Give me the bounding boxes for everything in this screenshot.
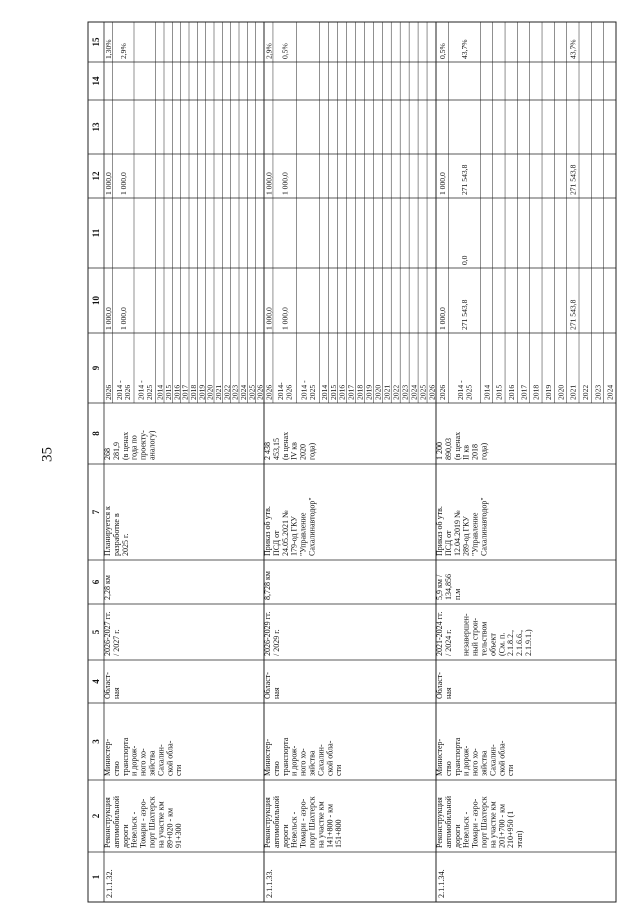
text-line: п.м [452, 588, 462, 600]
text-line: 2023 [230, 384, 240, 400]
level [263, 672, 281, 699]
text-line: 2026 [123, 384, 133, 400]
text-line: 2026 [437, 384, 447, 400]
text-line: порт Шахтерск [147, 796, 157, 848]
column-header-5: 5 [91, 629, 101, 635]
estimated-cost [263, 432, 317, 460]
year-label [136, 380, 153, 400]
text-line: автомобильной [111, 796, 121, 848]
value-c12 [280, 172, 289, 195]
text-line: ство [443, 761, 453, 776]
column-header-10: 10 [91, 296, 101, 305]
year-label [532, 385, 541, 400]
text-line: 2026 [427, 384, 437, 400]
year-label [519, 385, 528, 400]
text-line: 2026-2029 гг. [263, 611, 272, 656]
text-line: 2014 - [455, 380, 465, 400]
text-line: 2021-2024 гг. [435, 611, 444, 656]
text-line: 2017 [346, 384, 356, 400]
text-line: ство [111, 761, 121, 776]
value-c12 [569, 164, 578, 195]
text-line: 2.1.8.2., [506, 630, 516, 656]
column-header-2: 2 [91, 813, 101, 819]
year-label [383, 385, 392, 400]
text-line: транспорта [280, 737, 290, 776]
text-line: ная [443, 687, 453, 699]
text-line: 281,9 [111, 442, 121, 460]
text-line: (в ценах [120, 431, 130, 460]
text-line: 1 000,0 [264, 172, 274, 195]
text-line: 134,856 [443, 574, 453, 600]
text-line: и дорож- [461, 745, 471, 776]
text-line: 2014 [155, 384, 165, 400]
text-line: ской обла- [165, 740, 175, 776]
year-label [115, 380, 132, 400]
text-line: ный строи- [470, 617, 480, 656]
text-line: 2016 [507, 384, 517, 400]
column-header-13: 13 [91, 122, 101, 132]
text-line: тельством [479, 621, 489, 656]
text-line: 289-од ГКУ [461, 516, 471, 556]
text-line: 1 000,0 [118, 307, 128, 330]
text-line: автомобильной [271, 796, 281, 848]
value-c15 [264, 43, 273, 59]
text-line: на участке км [156, 801, 166, 848]
column-header-8: 8 [91, 431, 101, 436]
text-line: 2 438 [263, 442, 272, 460]
text-line: 2025 [144, 384, 154, 400]
text-line: и дорож- [129, 745, 139, 776]
text-line: дороги [452, 824, 462, 848]
text-line: "Управление [470, 512, 480, 556]
text-line: 2,9% [264, 43, 274, 59]
year-label [299, 380, 316, 400]
text-line: ской обла- [497, 740, 507, 776]
text-line: Област- [435, 672, 444, 699]
value-c15 [104, 39, 113, 59]
text-line: 141+800 - км [325, 803, 335, 848]
text-line: / 2024 г. [443, 629, 453, 656]
text-line: 2022 [222, 384, 232, 400]
row-number [105, 869, 114, 898]
year-label [418, 385, 427, 400]
text-line: Невельск - [129, 811, 139, 848]
year-label [507, 385, 516, 400]
text-line: 2019 [197, 384, 207, 400]
column-header-11: 11 [91, 228, 101, 238]
text-line: Сахалинавтодор" [479, 497, 489, 556]
text-line: Приказ об утв. [263, 506, 272, 556]
text-line: ного хо- [298, 748, 308, 776]
text-line: Томари - аэро- [138, 798, 148, 848]
text-line: 1 200 [435, 442, 444, 460]
text-line: Сахалин- [488, 744, 498, 776]
column-header-9: 9 [91, 365, 101, 371]
text-line: 2025 г. [120, 533, 130, 556]
estimated-cost [435, 432, 489, 460]
text-line: 271 543,8 [460, 299, 470, 330]
row-number [437, 869, 446, 898]
text-line: порт Шахтерск [479, 796, 489, 848]
text-line: 2019 [364, 384, 374, 400]
capacity [263, 571, 272, 600]
executor [263, 737, 343, 776]
text-line: IV кв [289, 442, 299, 460]
year-label [400, 385, 409, 400]
year-label [593, 385, 602, 400]
object-name [435, 795, 524, 848]
text-line: Планируется к [103, 506, 112, 556]
year-label [495, 385, 504, 400]
text-line: 43,7% [568, 39, 578, 59]
period [435, 612, 533, 656]
text-line: ской обла- [325, 740, 335, 776]
text-line: 12.04.2019 № [452, 510, 462, 556]
value-c12 [460, 164, 469, 195]
text-line: 2015 [494, 384, 504, 400]
text-line: ПСД от [443, 530, 453, 556]
level [435, 672, 453, 699]
value-c10 [438, 307, 447, 330]
text-line: 2020 [556, 384, 566, 400]
project-docs [103, 506, 130, 556]
value-c12 [264, 172, 273, 195]
text-line: зяйства [307, 750, 317, 776]
capacity [435, 574, 462, 600]
text-line: Област- [263, 672, 272, 699]
text-line: 2014- [276, 382, 286, 400]
text-line: 271 543,8 [460, 164, 470, 195]
year-label [482, 385, 491, 400]
text-line: Реконструкция [435, 797, 444, 848]
text-line: 2025 [247, 384, 257, 400]
text-line: / 2027 г. [111, 629, 121, 656]
text-line: транспорта [120, 737, 130, 776]
text-line: II кв [461, 445, 471, 460]
text-line: (в ценах [280, 431, 290, 460]
level [103, 672, 121, 699]
text-line: (в ценах [452, 431, 462, 460]
column-header-12: 12 [91, 171, 101, 181]
text-line: 2016 [337, 384, 347, 400]
year-label [104, 385, 113, 400]
text-line: 2020 [205, 384, 215, 400]
text-line: Сахалин- [156, 744, 166, 776]
executor [435, 737, 515, 776]
text-line: 2022 [391, 384, 401, 400]
text-line: 2021 [568, 384, 578, 400]
text-line: 2026-2027 гг. [103, 611, 112, 656]
text-line: 2021 [382, 384, 392, 400]
text-line: зяйства [147, 750, 157, 776]
text-line: 2,28 км [103, 575, 112, 600]
value-c10 [280, 307, 289, 330]
text-line: объект [488, 633, 498, 656]
text-line: Невельск - [289, 811, 299, 848]
text-line: аналогу) [147, 430, 157, 460]
text-line: 2024 [238, 384, 248, 400]
text-line: 1 000,0 [103, 307, 113, 330]
text-line: 201+700 - км [497, 803, 507, 848]
text-line: года) [479, 442, 489, 460]
text-line: 2024 [409, 384, 419, 400]
year-label [356, 385, 365, 400]
year-label [391, 385, 400, 400]
text-line: 89+020 - км [165, 807, 175, 848]
text-line: 2014 [319, 384, 329, 400]
value-c10 [569, 299, 578, 330]
text-line: 2.1.1.32. [105, 869, 114, 898]
year-label [556, 385, 565, 400]
text-line: 5,9 км / [435, 574, 444, 600]
text-line: 2025 [464, 384, 474, 400]
text-line: сти [174, 764, 184, 776]
period [103, 612, 121, 656]
column-header-6: 6 [91, 579, 101, 585]
text-line: 1 000,0 [280, 307, 290, 330]
text-line: Приказ об утв. [435, 506, 444, 556]
project-docs [263, 497, 317, 556]
value-c10 [119, 307, 128, 330]
value-c15 [438, 43, 447, 59]
year-label [456, 380, 473, 400]
text-line: 2026 [103, 384, 113, 400]
text-line: 2015 [163, 384, 173, 400]
text-line: "Управление [298, 512, 308, 556]
year-label [365, 385, 374, 400]
text-line: 2017 [519, 384, 529, 400]
text-line: ство [271, 761, 281, 776]
text-line: 0,5% [280, 43, 290, 59]
text-line: 271 543,8 [568, 299, 578, 330]
value-c15 [119, 43, 128, 59]
text-line: сти [334, 764, 344, 776]
text-line: транспорта [452, 737, 462, 776]
text-line: этап) [515, 830, 525, 848]
object-name [103, 795, 183, 848]
text-line: 1 000,0 [264, 307, 274, 330]
text-line: ного хо- [470, 748, 480, 776]
text-line: зяйства [479, 750, 489, 776]
text-line: сти [506, 764, 516, 776]
text-line: на участке км [488, 801, 498, 848]
text-line: 2024 [605, 384, 615, 400]
text-line: 2023 [400, 384, 410, 400]
text-line: ная [111, 687, 121, 699]
text-line: 1 000,0 [280, 172, 290, 195]
year-label [276, 382, 293, 400]
text-line: Томари - аэро- [470, 798, 480, 848]
year-label [329, 385, 338, 400]
text-line: 2.1.6.6., [515, 630, 525, 656]
object-name [263, 795, 343, 848]
text-line: 1 000,0 [437, 307, 447, 330]
year-label [427, 385, 436, 400]
period [263, 612, 281, 656]
text-line: 2.1.9.1.) [524, 629, 533, 656]
project-docs [435, 497, 489, 556]
value-c15 [280, 43, 289, 59]
text-line: 2.1.1.34. [437, 869, 446, 898]
text-line: дороги [280, 824, 290, 848]
text-line: автомобильной [443, 796, 453, 848]
text-line: 24.05.2021 № [280, 510, 290, 556]
column-header-15: 15 [91, 37, 101, 47]
text-line: разработке в [111, 513, 121, 556]
text-line: 43,7% [460, 39, 470, 59]
text-line: 2,9% [118, 43, 128, 59]
value-c15 [460, 39, 469, 59]
text-line: 1 000,0 [437, 172, 447, 195]
text-line: 2018 [470, 444, 480, 460]
text-line: Министер- [263, 738, 272, 776]
value-c12 [104, 172, 113, 195]
value-c10 [460, 299, 469, 330]
year-label [320, 385, 329, 400]
text-line: 1 000,0 [103, 172, 113, 195]
text-line: 2026 [284, 384, 294, 400]
text-line: 2018 [531, 384, 541, 400]
text-line: 2022 [580, 384, 590, 400]
executor [103, 737, 183, 776]
text-line: 1 000,0 [118, 172, 128, 195]
text-line: 210+950 (1 [506, 810, 516, 848]
text-line: 2014 [482, 384, 492, 400]
text-line: Невельск - [461, 811, 471, 848]
text-line: Реконструкция [263, 797, 272, 848]
column-header-7: 7 [91, 509, 101, 515]
year-label [338, 385, 347, 400]
text-line: 271 543,8 [568, 164, 578, 195]
capacity [103, 575, 112, 600]
year-label [347, 385, 356, 400]
column-header-14: 14 [91, 76, 101, 86]
text-line: 2015 [328, 384, 338, 400]
text-line: 2019 [543, 384, 553, 400]
value-c10 [264, 307, 273, 330]
text-line: Сахалин- [316, 744, 326, 776]
text-line: 8,728 км [263, 571, 272, 600]
text-line: на участке км [316, 801, 326, 848]
text-line: (См. п. [497, 632, 507, 656]
text-line: 268 [103, 448, 112, 460]
text-line: Област- [103, 672, 112, 699]
row-number [265, 869, 274, 898]
year-label [374, 385, 383, 400]
text-line: 151+800 [334, 819, 344, 848]
text-line: 2014 - [114, 380, 124, 400]
page-number: 35 [39, 447, 56, 462]
column-header-1: 1 [91, 874, 101, 880]
text-line: Томари - аэро- [298, 798, 308, 848]
text-line: порт Шахтерск [307, 796, 317, 848]
value-c12 [119, 172, 128, 195]
text-line: Министер- [103, 738, 112, 776]
text-line: и дорож- [289, 745, 299, 776]
text-line: дороги [120, 824, 130, 848]
text-line: 2014 - [299, 380, 309, 400]
text-line: 179-од ГКУ [289, 516, 299, 556]
text-line: 453,15 [271, 438, 281, 460]
year-label [569, 385, 578, 400]
text-line: 2.1.1.33. [265, 869, 274, 898]
value-c12 [438, 172, 447, 195]
text-line: ПСД от [271, 530, 281, 556]
year-label [409, 385, 418, 400]
text-line: 2020 [298, 444, 308, 460]
text-line: года) [307, 442, 317, 460]
text-line: года по [129, 435, 139, 460]
value-c11 [460, 255, 469, 265]
text-line: 0,5% [437, 43, 447, 59]
estimated-cost [103, 430, 157, 460]
text-line: 2020 [373, 384, 383, 400]
year-label [438, 385, 447, 400]
text-line: 2018 [355, 384, 365, 400]
text-line: 2023 [593, 384, 603, 400]
year-label [606, 385, 615, 400]
year-label [256, 385, 265, 400]
text-line: Сахалинавтодор" [307, 497, 317, 556]
text-line: Министер- [435, 738, 444, 776]
text-line: 2026 [264, 384, 274, 400]
value-c15 [569, 39, 578, 59]
text-line: 0,0 [460, 255, 470, 265]
year-label [581, 385, 590, 400]
text-line: 2016 [172, 384, 182, 400]
year-label [264, 385, 273, 400]
text-line: ного хо- [138, 748, 148, 776]
value-c10 [104, 307, 113, 330]
text-line: Реконструкция [103, 797, 112, 848]
column-header-4: 4 [91, 679, 101, 684]
text-line: незавершен- [461, 613, 471, 656]
text-line: / 2029 г. [271, 629, 281, 656]
text-line: 2026 [255, 384, 265, 400]
text-line: 2014 - [136, 380, 146, 400]
text-line: 2025 [418, 384, 428, 400]
year-label [544, 385, 553, 400]
text-line: 2021 [213, 384, 223, 400]
text-line: проекту- [138, 430, 148, 460]
text-line: 2017 [180, 384, 190, 400]
text-line: 91+300 [174, 823, 184, 848]
column-header-3: 3 [91, 739, 101, 744]
text-line: ная [271, 687, 281, 699]
text-line: 1,30% [103, 39, 113, 59]
text-line: 2025 [307, 384, 317, 400]
text-line: 890,03 [443, 438, 453, 460]
text-line: 2018 [188, 384, 198, 400]
